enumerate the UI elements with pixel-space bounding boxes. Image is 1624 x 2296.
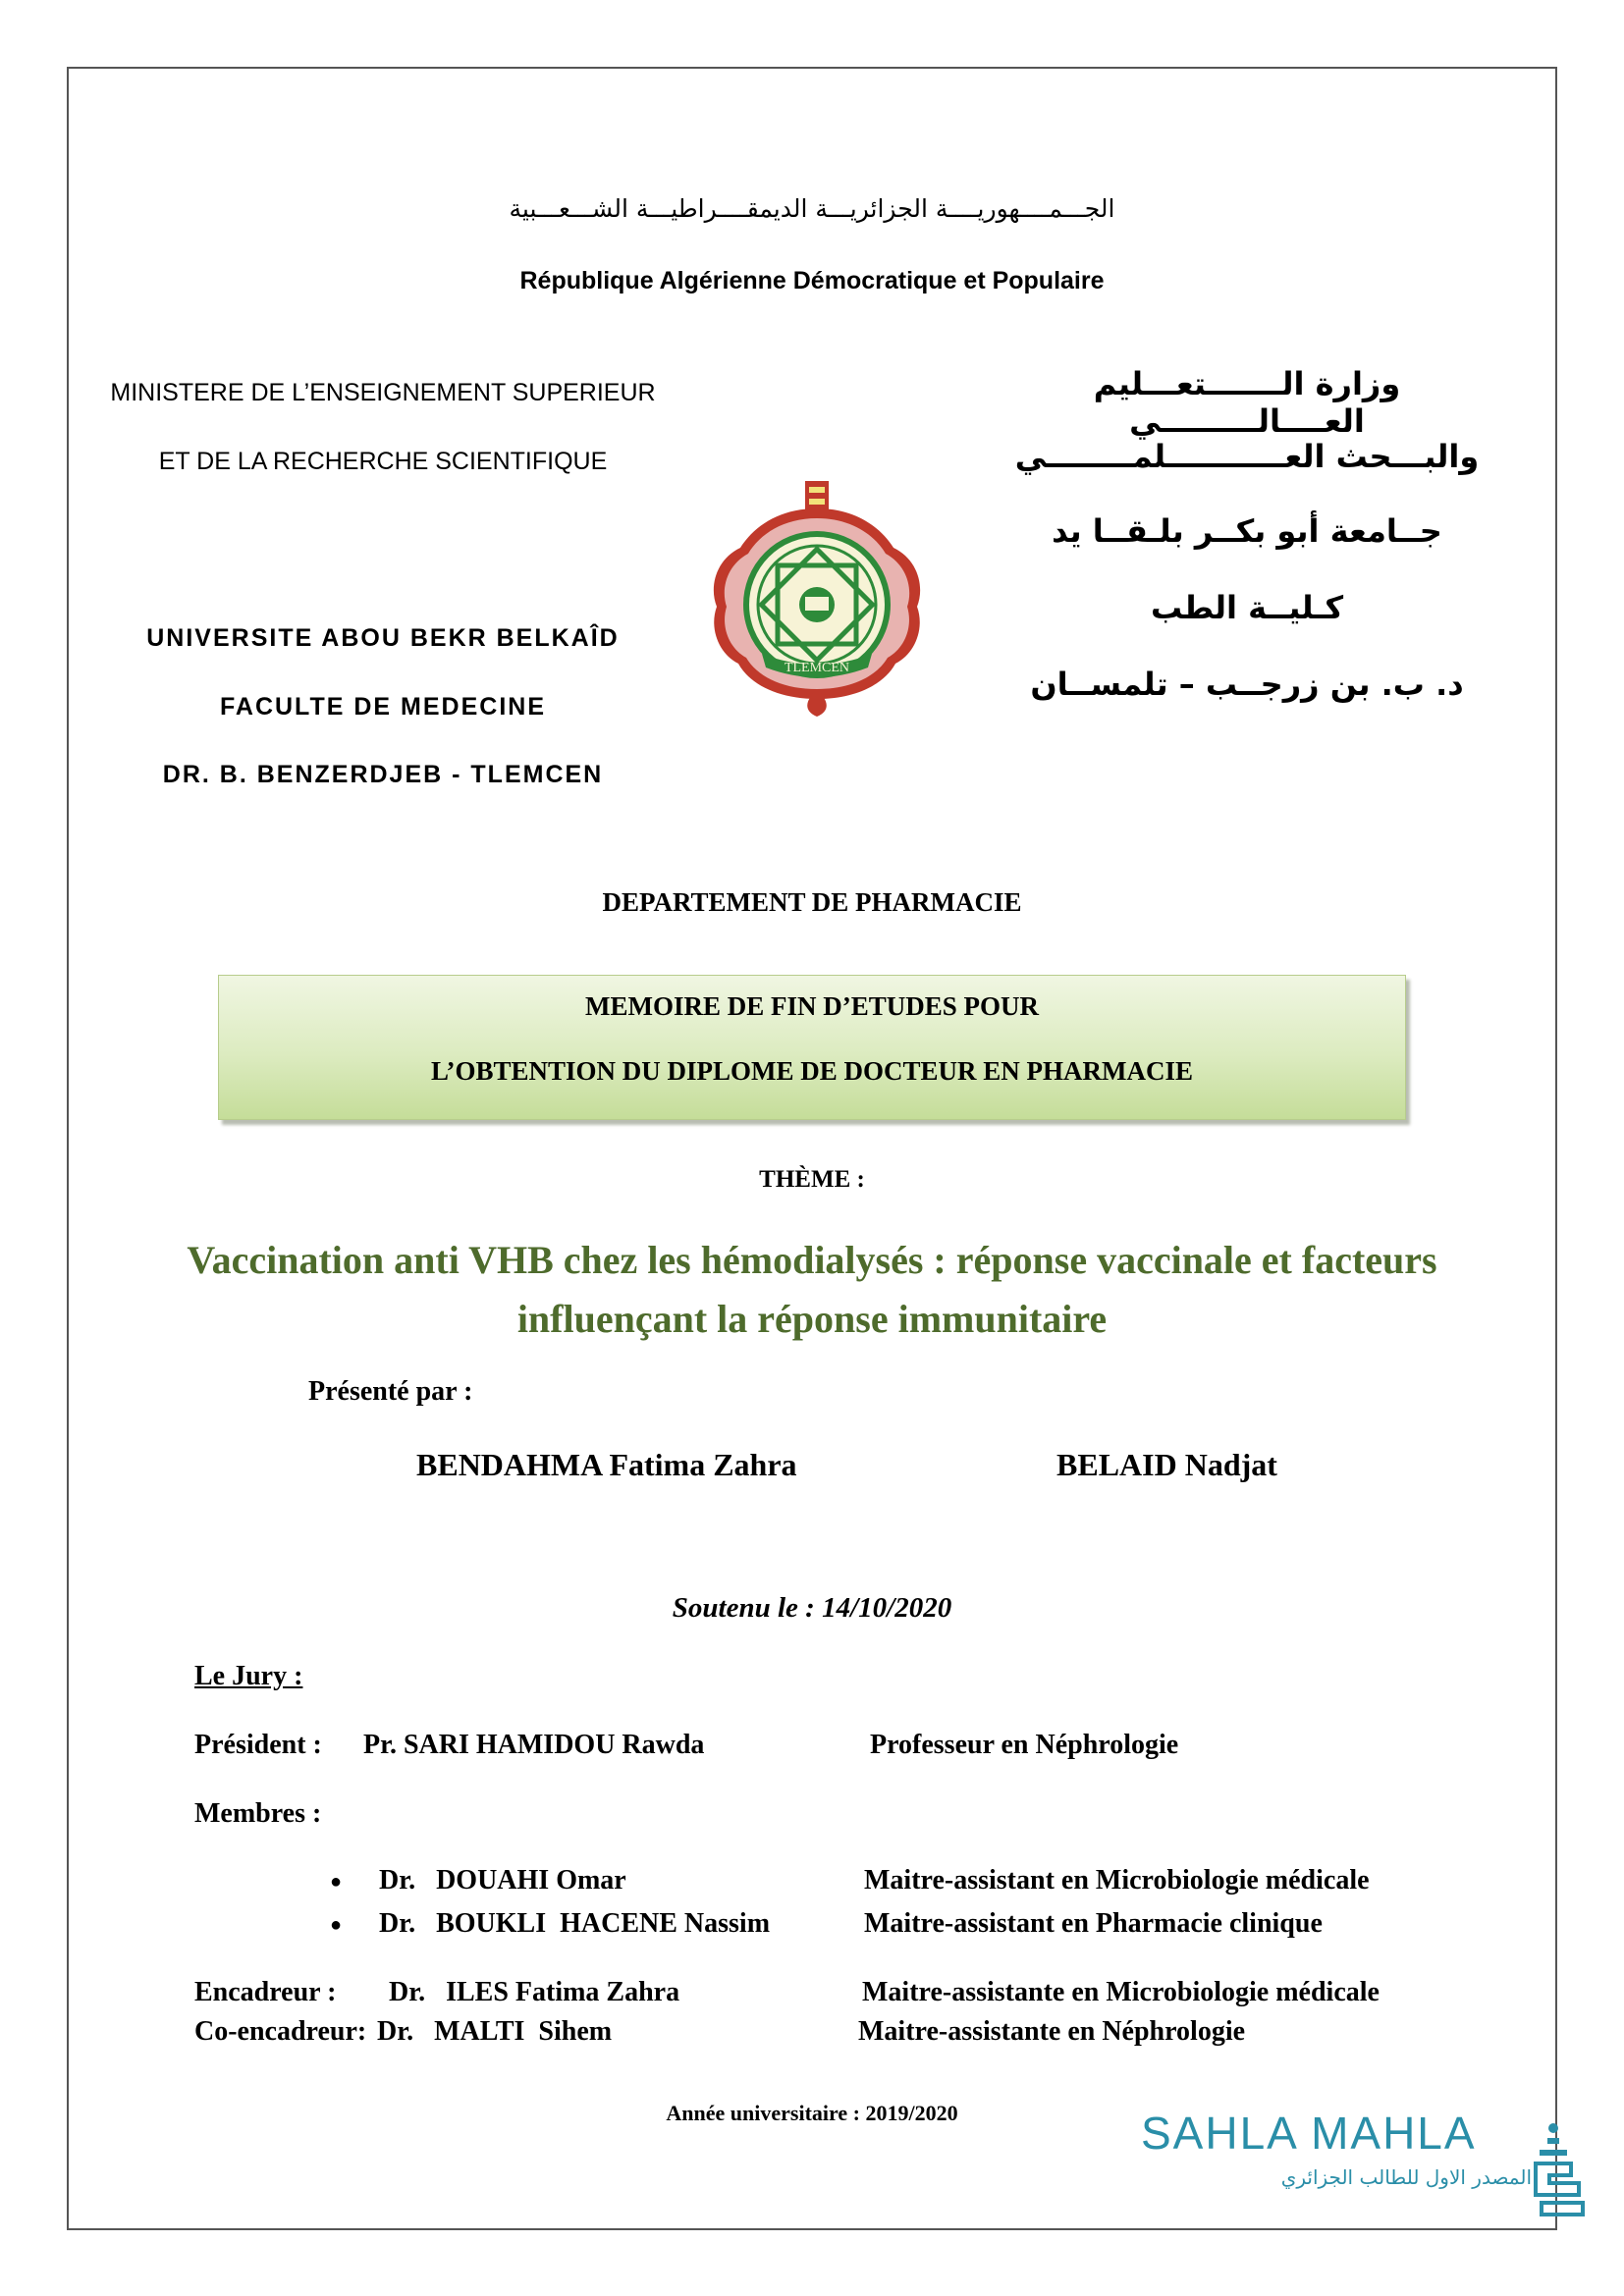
arabic-ministry-line-1: وزارة الـــــــتعـــليم العــــالـــــــــي [1093, 365, 1401, 440]
author-2: BELAID Nadjat [1056, 1447, 1277, 1482]
arabic-ministry-line-2: والبـــحث العـــــــــــلمــــــــي [1014, 438, 1480, 475]
department-title: DEPARTEMENT DE PHARMACIE [602, 887, 1022, 917]
seal-text: TLEMCEN [784, 661, 850, 675]
french-republic-header: République Algérienne Démocratique et Populaire [519, 267, 1105, 294]
president-role: Professeur en Néphrologie [870, 1730, 1179, 1760]
memoire-line-2: L’OBTENTION DU DIPLOME DE DOCTEUR EN PHARMACIE [430, 1056, 1194, 1086]
arabic-faculty: كـليــة الطب [1150, 589, 1344, 626]
president-label: Président : [194, 1730, 322, 1760]
member-2-name: Dr. BOUKLI HACENE Nassim [379, 1908, 771, 1939]
theme-label: THÈME : [759, 1166, 865, 1193]
encadreur-role: Maitre-assistante en Microbiologie médicale [862, 1977, 1380, 2007]
memoire-line-1: MEMOIRE DE FIN D’ETUDES POUR [584, 991, 1040, 1021]
doctor-rest: B. BENZERDJEB - TLEMCEN [210, 761, 604, 788]
coencadreur-name: Dr. MALTI Sihem [377, 2016, 613, 2047]
presented-by-label: Présenté par : [308, 1376, 473, 1407]
members-label: Membres : [194, 1798, 322, 1829]
university-name: UNIVERSITE ABOU BEKR BELKAÎD [146, 624, 620, 652]
university-seal-icon [707, 479, 927, 719]
bullet-icon: ● [330, 1871, 343, 1893]
ministry-line-1: MINISTERE DE L’ENSEIGNEMENT SUPERIEUR [110, 379, 656, 406]
arabic-university: جــامعة أبو بكــر بلـقــا يد [1052, 512, 1442, 550]
member-2-role: Maitre-assistant en Pharmacie clinique [864, 1908, 1323, 1939]
jury-title: Le Jury : [194, 1661, 303, 1691]
doctor-line [88, 761, 677, 789]
arabic-doctor-line: د. ب. بن زرجــب – تلمســان [1030, 666, 1464, 703]
member-1-name: Dr. DOUAHI Omar [379, 1865, 626, 1896]
doctor-prefix: DR. [162, 761, 211, 788]
author-1: BENDAHMA Fatima Zahra [416, 1447, 797, 1482]
ministry-line-2: ET DE LA RECHERCHE SCIENTIFIQUE [158, 448, 608, 475]
encadreur-label: Encadreur : [194, 1977, 337, 2007]
president-name: Pr. SARI HAMIDOU Rawda [363, 1730, 705, 1760]
defense-date: Soutenu le : 14/10/2020 [672, 1592, 952, 1624]
coencadreur-label: Co-encadreur: [194, 2016, 367, 2047]
memoire-box [218, 975, 1406, 1120]
encadreur-name: Dr. ILES Fatima Zahra [389, 1977, 680, 2007]
academic-year: Année universitaire : 2019/2020 [666, 2101, 958, 2125]
watermark-brand: SAHLA MAHLA [1141, 2108, 1477, 2159]
coencadreur-role: Maitre-assistante en Néphrologie [858, 2016, 1246, 2047]
thesis-title: Vaccination anti VHB chez les hémodialysés : réponse vaccinale et facteurs influençant la réponse immunitaire [187, 1238, 1437, 1341]
faculty-name: FACULTE DE MEDECINE [220, 693, 546, 721]
member-1-role: Maitre-assistant en Microbiologie médicale [864, 1865, 1370, 1896]
sahla-mahla-logo-icon [1532, 2120, 1587, 2218]
watermark-tagline: المصدر الاول للطالب الجزائري [1280, 2165, 1532, 2189]
arabic-republic-header: الجـــمــــهوريــــة الجزائريـــة الديمقــــراطيـــة الشـــعـــبية [509, 194, 1115, 223]
bullet-icon: ● [330, 1914, 343, 1936]
